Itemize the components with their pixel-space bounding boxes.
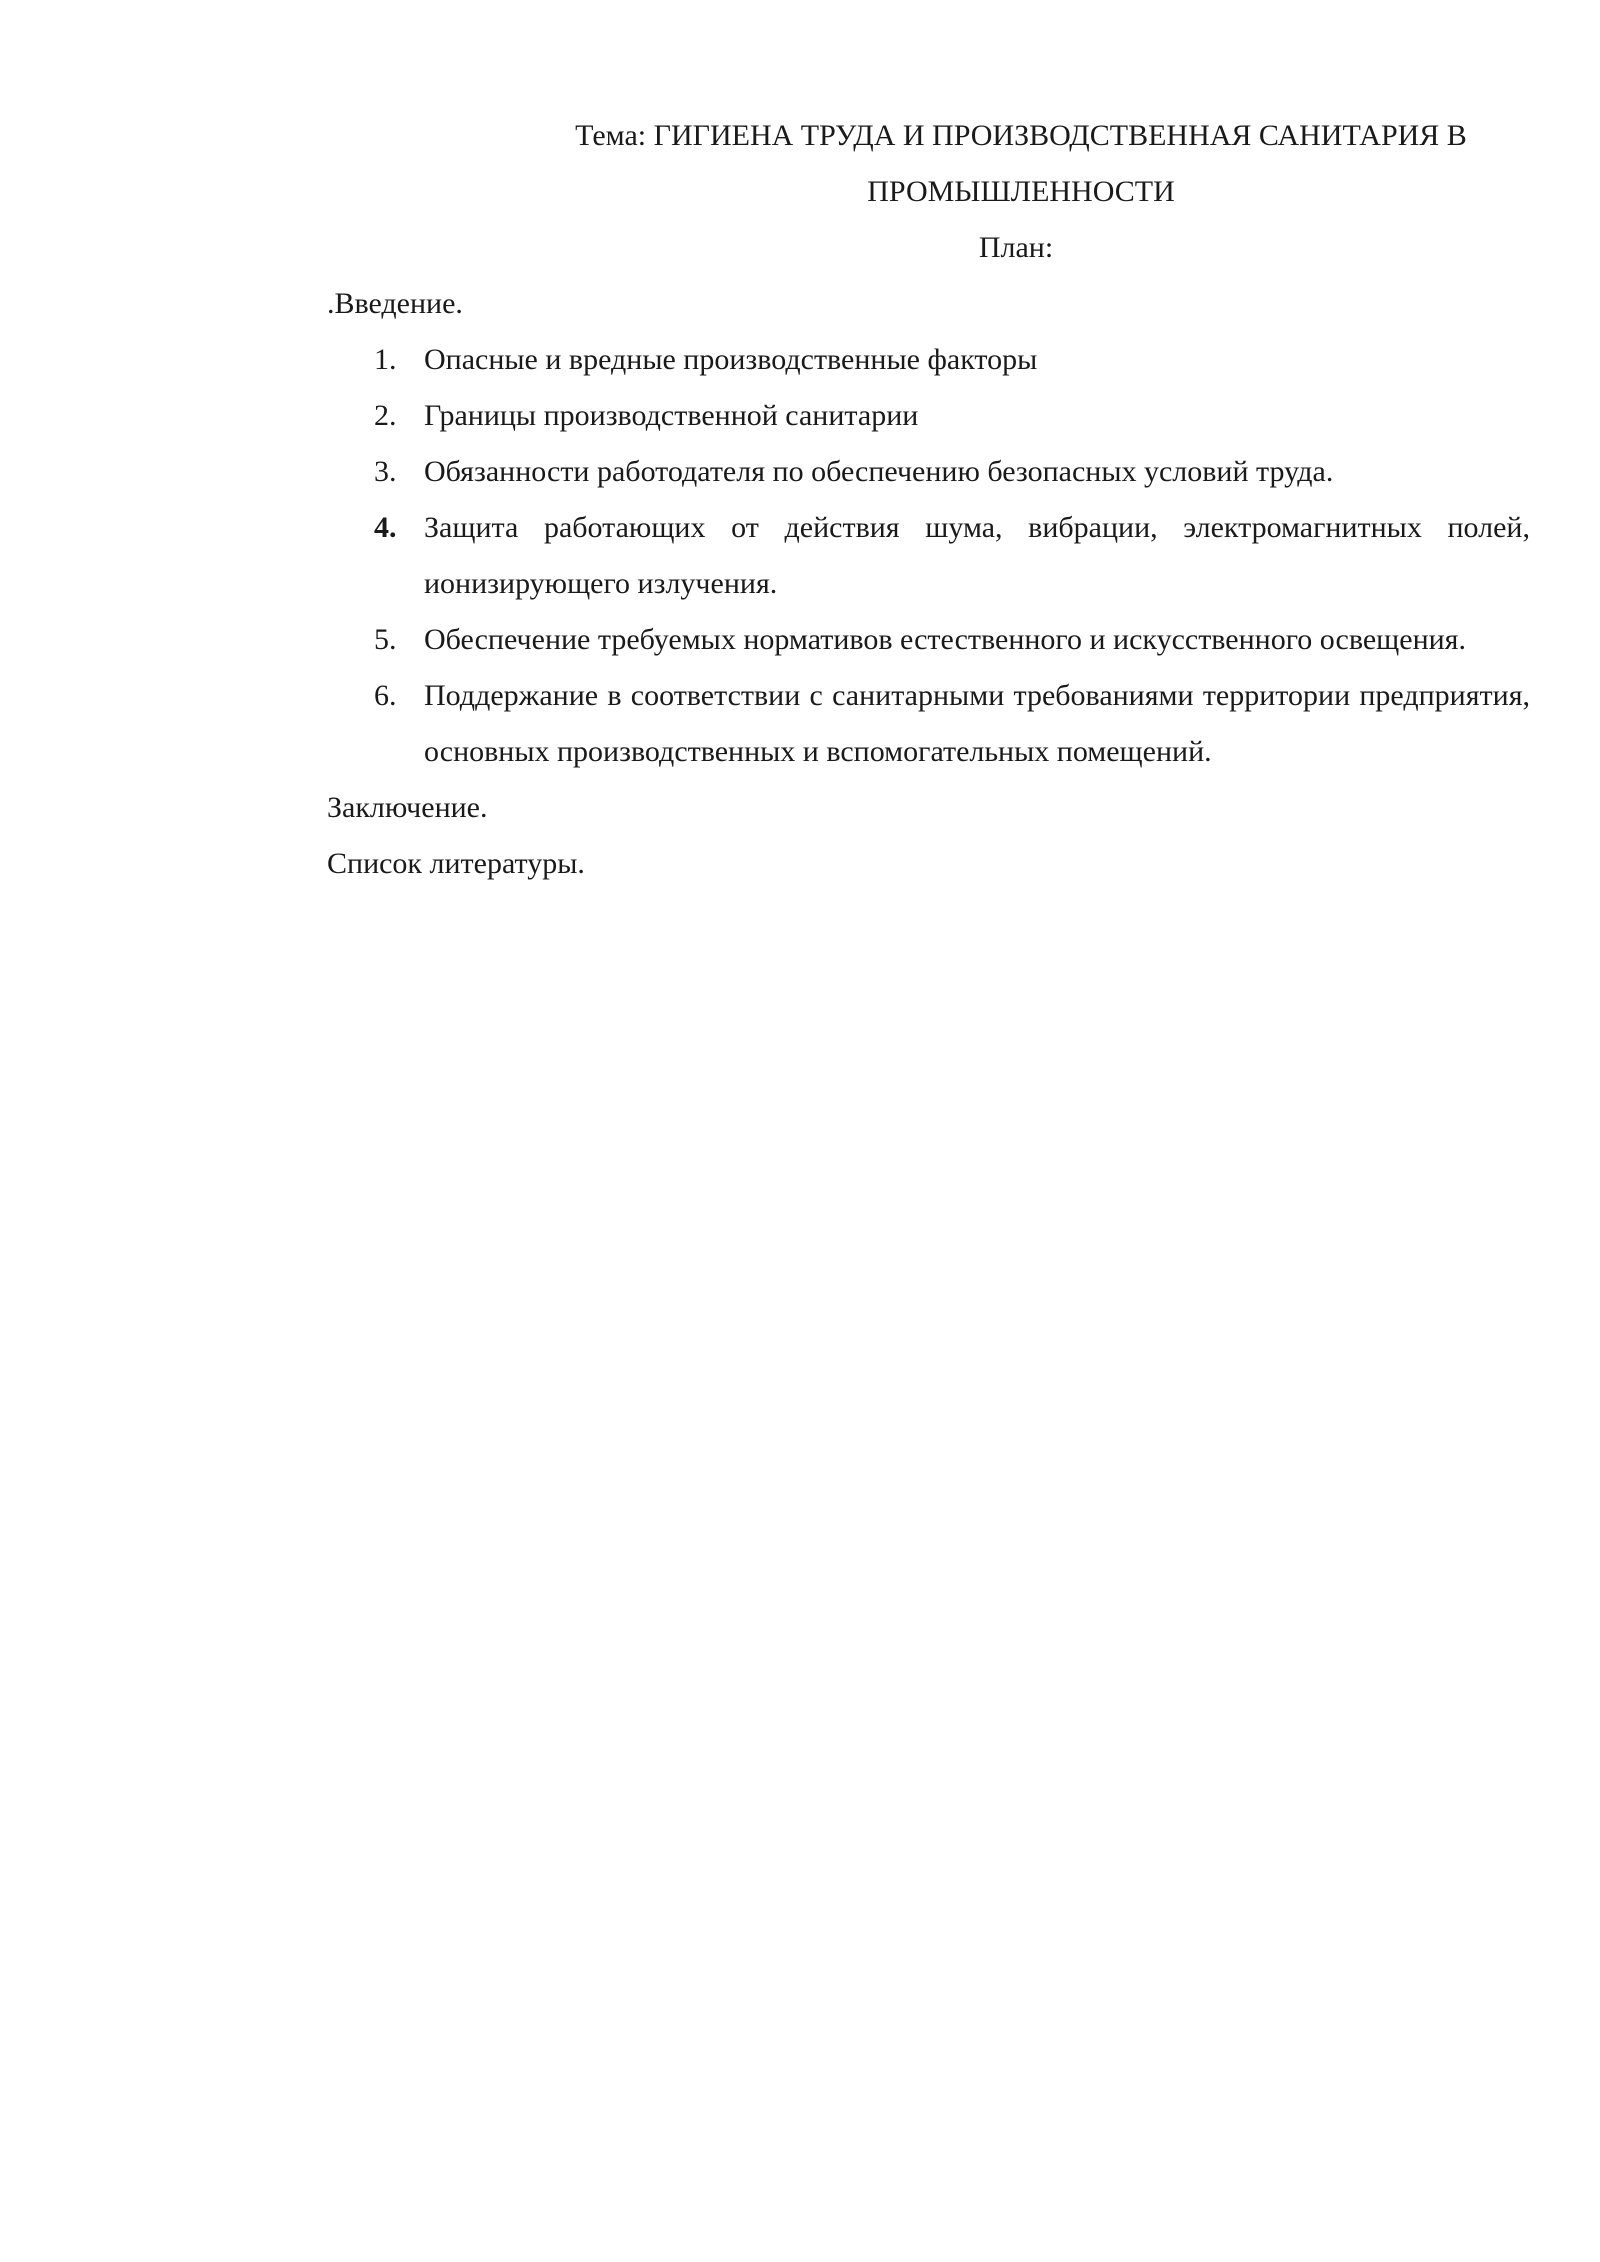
list-item-text: Защита работающих от действия шума, вибрации, электромагнитных полей, ионизирующего излучения. [424,511,1530,600]
list-item-number: 6. [374,679,397,712]
plan-heading: План: [978,231,1054,264]
list-item-number: 1. [374,343,397,376]
list-item-text: Обязанности работодателя по обеспечению безопасных условий труда. [424,455,1334,488]
list-item-number: 4. [374,511,397,544]
list-item [327,668,1530,780]
list-item-text: Опасные и вредные производственные факторы [424,343,1038,376]
list-item-number: 3. [374,455,397,488]
list-item [327,500,1530,612]
document-body [327,108,1530,892]
references-line: Список литературы. [327,847,585,880]
document-title: Тема: ГИГИЕНА ТРУДА И ПРОИЗВОДСТВЕННАЯ САНИТАРИЯ В ПРОМЫШЛЕННОСТИ [575,119,1467,208]
list-item [327,332,1530,388]
conclusion-line: Заключение. [327,791,488,824]
list-item-text: Поддержание в соответствии с санитарными требованиями территории предприятия, основных производственных и вспомогательных помещений. [424,679,1530,768]
list-item [327,444,1530,500]
list-item [327,612,1530,668]
list-item-number: 5. [374,623,397,656]
plan-list [327,332,1530,780]
list-item [327,388,1530,444]
list-item-text: Границы производственной санитарии [424,399,919,432]
list-item-text: Обеспечение требуемых нормативов естественного и искусственного освещения. [424,623,1466,656]
list-item-number: 2. [374,399,397,432]
intro-line: .Введение. [327,287,463,320]
